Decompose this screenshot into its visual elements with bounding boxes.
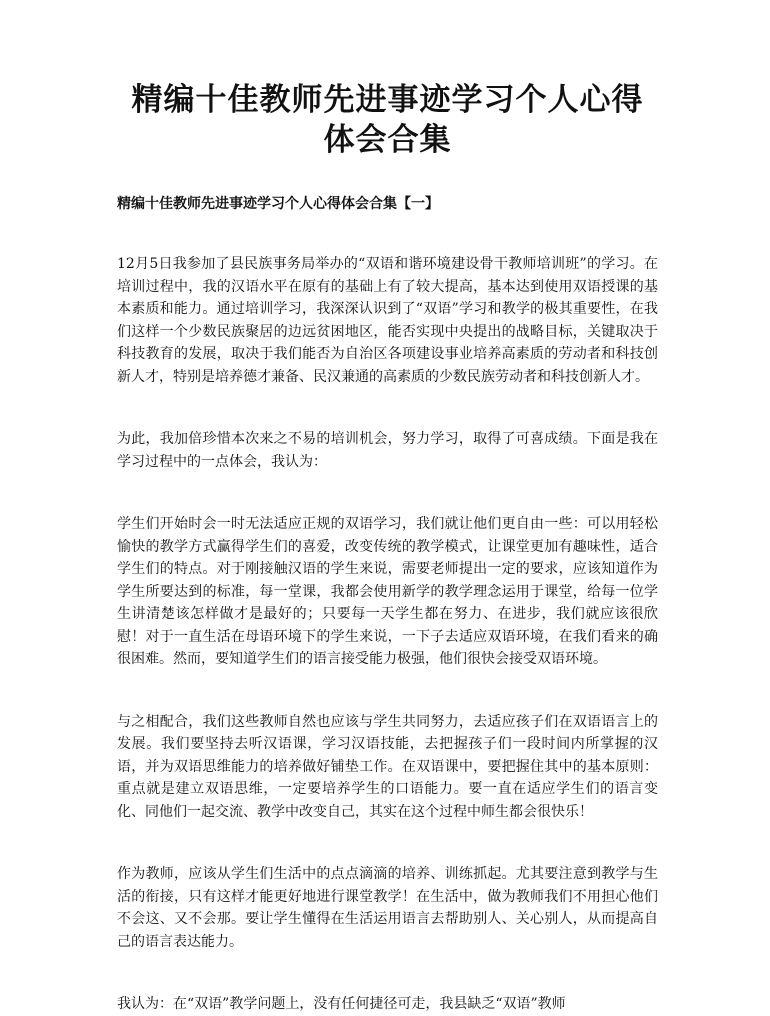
body-paragraph-2: 为此，我加倍珍惜本次来之不易的培训机会，努力学习，取得了可喜成绩。下面是我在学习过程中的一点体会，我认为： (117, 431, 658, 470)
body-paragraph-1: 12月5日我参加了县民族事务局举办的“双语和谐环境建设骨干教师培训班”的学习。在培训过程中，我的汉语水平在原有的基础上有了较大提高，基本达到使用双语授课的基本素质和能力。通过培训学习，我深深认识到了“双语”学习和教学的极其重要性，在我们这样一个少数民族聚居的边远贫困地区，能否实现中央提出的战略目标，关键取决于科技教育的发展，取决于我们能否为自治区各项建设事业培养高素质的劳动者和科技创新人才，特别是培养德才兼备、民汉兼通的高素质的少数民族劳动者和科技创新人才。 (117, 256, 658, 385)
document-title: 精编十佳教师先进事迹学习个人心得体会合集 (131, 82, 644, 158)
body-paragraph-3: 学生们开始时会一时无法适应正规的双语学习，我们就让他们更自由一些：可以用轻松愉快的教学方式赢得学生们的喜爱，改变传统的教学模式，让课堂更加有趣味性，适合学生们的特点。对于刚接触汉语的学生来说，需要老师提出一定的要求，应该知道作为学生所要达到的标准，每一堂课，我都会使用新学的教学理念运用于课堂，给每一位学生讲清楚该怎样做才是最好的；只要每一天学生都在努力、在进步，我们就应该很欣慰！对于一直生活在母语环境下的学生来说，一下子去适应双语环境，在我们看来的确很困难。然而，要知道学生们的语言接受能力极强，他们很快会接受双语环境。 (117, 516, 658, 667)
section-heading: 精编十佳教师先进事迹学习个人心得体会合集【一】 (117, 196, 439, 212)
body-paragraph-5: 作为教师，应该从学生们生活中的点点滴滴的培养、训练抓起。尤其要注意到教学与生活的衔接，只有这样才能更好地进行课堂教学！在生活中，做为教师我们不用担心他们不会这、又不会那。要让学生懂得在生活运用语言去帮助别人、关心别人，从而提高自己的语言表达能力。 (117, 866, 658, 950)
body-paragraph-6: 我认为：在“双语”教学问题上，没有任何捷径可走，我县缺乏“双语”教师 (117, 996, 566, 1012)
body-paragraph-4: 与之相配合，我们这些教师自然也应该与学生共同努力，去适应孩子们在双语语言上的发展。我们要坚持去听汉语课，学习汉语技能，去把握孩子们一段时间内所掌握的汉语，并为双语思维能力的培养做好铺垫工作。在双语课中，要把握住其中的基本原则：重点就是建立双语思维，一定要培养学生的口语能力。要一直在适应学生们的语言变化、同他们一起交流、教学中改变自己，其实在这个过程中师生都会很快乐！ (117, 713, 658, 820)
